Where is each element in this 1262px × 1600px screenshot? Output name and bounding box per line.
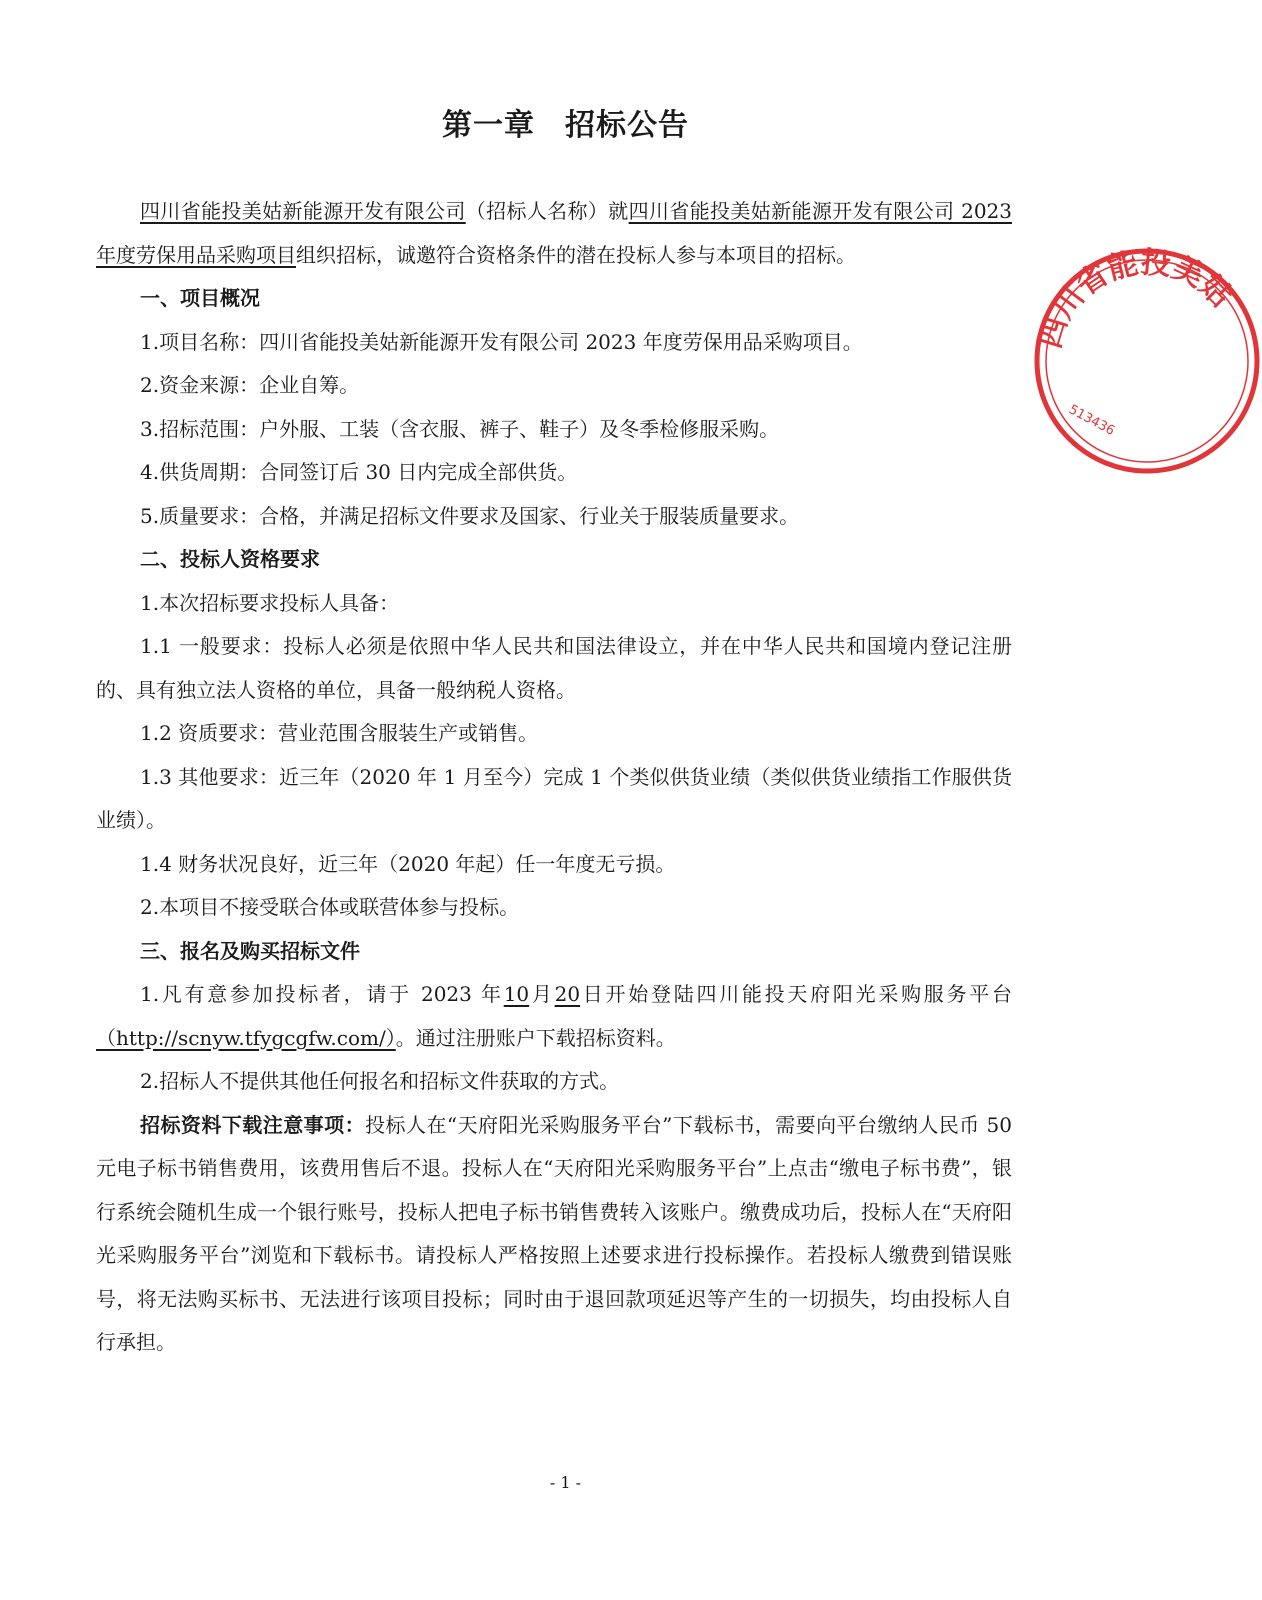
- month-suffix: 月: [529, 982, 555, 1006]
- qualification-item: 1.本次招标要求投标人具备：: [140, 590, 400, 615]
- company-seal-icon: [1032, 246, 1262, 476]
- notice-label: 招标资料下载注意事项：: [140, 1112, 366, 1137]
- overview-item: 2.资金来源：企业自筹。: [140, 373, 360, 397]
- project-name: 四川省能投美姑新能源开发有限公司 2023 年度劳保用品采购项目: [96, 199, 1012, 267]
- qualification-item: 1.3 其他要求：近三年（2020 年 1 月至今）完成 1 个类似供货业绩（类似供货业绩指工作服供货业绩）。: [96, 764, 1012, 832]
- start-day: 20: [554, 982, 581, 1006]
- registration-text-post: 。通过注册账户下载招标资料。: [395, 1025, 676, 1050]
- registration-text: 1.凡有意参加投标者，请于 2023 年: [140, 982, 504, 1006]
- download-notice: [96, 1104, 1012, 1365]
- qualification-item: 1.1 一般要求：投标人必须是依照中华人民共和国法律设立，并在中华人民共和国境内登记注册的、具有独立法人资格的单位，具备一般纳税人资格。: [96, 634, 1012, 702]
- registration-item: 2.招标人不提供其他任何报名和招标文件获取的方式。: [140, 1069, 620, 1093]
- tenderer-name: 四川省能投美姑新能源开发有限公司: [140, 199, 466, 223]
- intro-paragraph: [96, 190, 1012, 277]
- qualification-item: 1.2 资质要求：营业范围含服装生产或销售。: [140, 721, 539, 745]
- platform-url-link[interactable]: （http://scnyw.tfygcgfw.com/）: [96, 1025, 396, 1050]
- intro-rest: 组织招标，诚邀符合资格条件的潜在投标人参与本项目的招标。: [296, 242, 856, 267]
- notice-text: 投标人在“天府阳光采购服务平台”下载标书，需要向平台缴纳人民币 50 元电子标书销售费用，该费用售后不退。投标人在“天府阳光采购服务平台”上点击“缴电子标书费”，银行系统会随机生成一个银行账号，投标人把电子标书销售费转入该账户。缴费成功后，投标人在“天府阳光采购服务平台”浏览和下载标书。请投标人严格按照上述要求进行投标操作。若投标人缴费到错误账号，将无法购买标书、无法进行该项目投标；同时由于退回款项延迟等产生的一切损失，均由投标人自行承担。: [96, 1112, 1013, 1354]
- registration-item: [96, 973, 1012, 1060]
- start-month: 10: [503, 982, 530, 1006]
- page-number: - 1 -: [549, 1473, 582, 1492]
- tenderer-note: （招标人名称）就: [465, 199, 629, 223]
- section-heading-3: 三、报名及购买招标文件: [140, 938, 360, 963]
- qualification-item: 2.本项目不接受联合体或联营体参与投标。: [140, 895, 520, 919]
- chapter-label: 第一章: [442, 108, 535, 143]
- section-heading-2: 二、投标人资格要求: [140, 547, 320, 571]
- overview-item: 3.招标范围：户外服、工装（含衣服、裤子、鞋子）及冬季检修服采购。: [140, 416, 780, 441]
- document-body: [96, 190, 1012, 1365]
- page-title: [0, 100, 1131, 144]
- section-heading-1: 一、项目概况: [140, 286, 260, 310]
- overview-item: 4.供货周期：合同签订后 30 日内完成全部供货。: [140, 460, 578, 484]
- registration-text-mid: 日开始登陆四川能投天府阳光采购服务平台: [580, 982, 1013, 1006]
- svg-text:四川省能投美姑: 四川省能投美姑: [1032, 246, 1239, 353]
- overview-item: 5.质量要求：合格，并满足招标文件要求及国家、行业关于服装质量要求。: [140, 503, 800, 528]
- qualification-item: 1.4 财务状况良好，近三年（2020 年起）任一年度无亏损。: [140, 851, 676, 876]
- overview-item: 1.项目名称：四川省能投美姑新能源开发有限公司 2023 年度劳保用品采购项目。: [140, 329, 863, 354]
- chapter-title: 招标公告: [565, 108, 689, 143]
- svg-text:513436: 513436: [1066, 402, 1117, 439]
